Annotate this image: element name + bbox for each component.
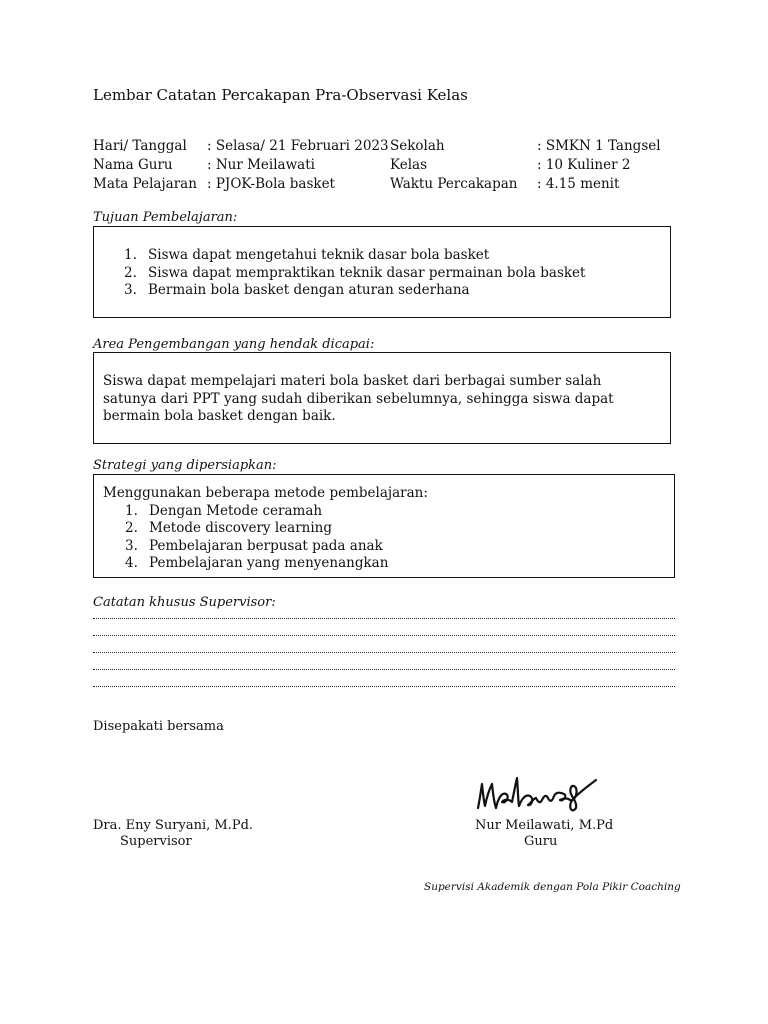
catatan-line <box>93 668 675 670</box>
info-label-mapel: Mata Pelajaran <box>93 176 197 192</box>
strategi-label: Strategi yang dipersiapkan: <box>93 458 277 473</box>
tujuan-box <box>93 226 671 318</box>
guru-role: Guru <box>524 834 558 849</box>
list-item: 2. Siswa dapat mempraktikan teknik dasar permainan bola basket <box>124 264 586 281</box>
catatan-line <box>93 651 675 653</box>
area-label: Area Pengembangan yang hendak dicapai: <box>93 337 375 352</box>
area-text: Siswa dapat mempelajari materi bola basket dari berbagai sumber salah satunya dari PPT yang sudah diberikan sebelumnya, sehingga siswa dapat bermain bola basket dengan baik. <box>103 373 614 424</box>
info-label-sekolah: Sekolah <box>390 138 445 154</box>
info-value-kelas: : 10 Kuliner 2 <box>537 157 631 173</box>
info-value-tanggal: : Selasa/ 21 Februari 2023 <box>207 138 389 154</box>
info-left-values <box>207 138 389 195</box>
info-value-waktu: : 4.15 menit <box>537 176 620 192</box>
tujuan-list <box>124 247 670 300</box>
catatan-line <box>93 685 675 687</box>
info-right-labels <box>390 138 518 195</box>
list-item: 1. Dengan Metode ceramah <box>125 502 323 519</box>
supervisor-name: Dra. Eny Suryani, M.Pd. <box>93 818 254 833</box>
list-item: 1. Siswa dapat mengetahui teknik dasar bola basket <box>124 247 490 263</box>
signature-image <box>472 768 602 818</box>
info-left-labels <box>93 138 197 195</box>
info-label-kelas: Kelas <box>390 157 428 173</box>
catatan-line <box>93 617 675 619</box>
footer-text: Supervisi Akademik dengan Pola Pikir Coaching <box>424 881 681 893</box>
info-label-waktu: Waktu Percakapan <box>390 176 518 192</box>
catatan-line <box>93 634 675 636</box>
list-item: 2. Metode discovery learning <box>125 520 333 536</box>
info-right-values <box>537 138 661 195</box>
tujuan-label: Tujuan Pembelajaran: <box>93 210 238 225</box>
list-item: 4. Pembelajaran yang menyenangkan <box>125 555 389 571</box>
info-label-tanggal: Hari/ Tanggal <box>93 138 187 154</box>
guru-name: Nur Meilawati, M.Pd <box>475 818 614 833</box>
list-item: 3. Bermain bola basket dengan aturan sederhana <box>124 282 470 298</box>
info-value-guru: : Nur Meilawati <box>207 157 315 173</box>
info-label-guru: Nama Guru <box>93 157 173 173</box>
info-value-mapel: : PJOK-Bola basket <box>207 176 335 192</box>
strategi-box <box>93 474 675 578</box>
info-value-sekolah: : SMKN 1 Tangsel <box>537 138 661 154</box>
catatan-label: Catatan khusus Supervisor: <box>93 595 276 610</box>
document-title: Lembar Catatan Percakapan Pra-Observasi Kelas <box>93 86 468 104</box>
supervisor-role: Supervisor <box>120 834 192 849</box>
area-box <box>93 352 671 444</box>
agreement-text: Disepakati bersama <box>93 719 224 734</box>
strategi-list <box>103 503 674 573</box>
strategi-intro: Menggunakan beberapa metode pembelajaran: <box>103 485 428 501</box>
list-item: 3. Pembelajaran berpusat pada anak <box>125 537 383 554</box>
